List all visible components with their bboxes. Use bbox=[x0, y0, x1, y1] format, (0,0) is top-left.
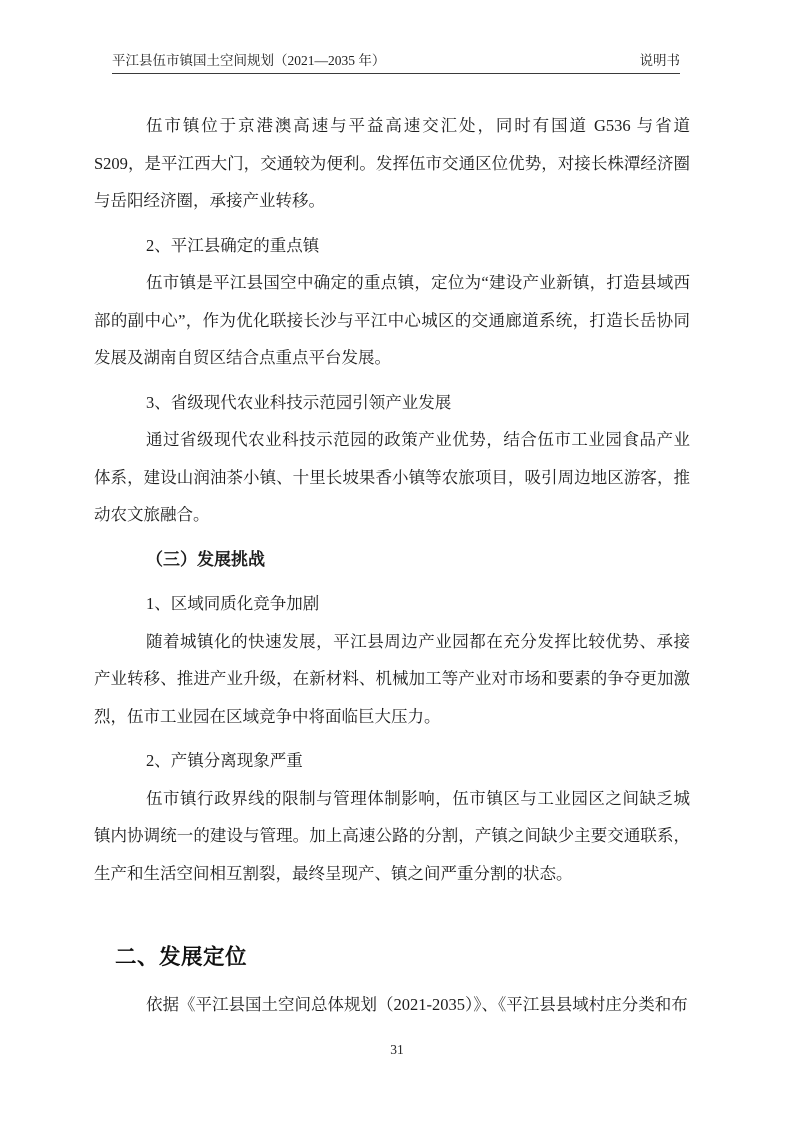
paragraph-separation: 伍市镇行政界线的限制与管理体制影响，伍市镇区与工业园区之间缺乏城镇内协调统一的建设与管理。加上高速公路的分割，产镇之间缺少主要交通联系，生产和生活空间相互割裂，最终呈现产、镇之间严重分割的状态。 bbox=[94, 788, 690, 883]
section-heading-development-challenges: （三）发展挑战 bbox=[146, 549, 265, 569]
paragraph-key-town: 伍市镇是平江县国空中确定的重点镇，定位为“建设产业新镇，打造县域西部的副中心”，作为优化联接长沙与平江中心城区的交通廊道系统，打造长岳协同发展及湖南自贸区结合点重点平台发展。 bbox=[94, 273, 690, 367]
paragraph-basis-truncated: 依据《平江县国土空间总体规划（2021-2035）》、《平江县县域村庄分类和布 bbox=[146, 995, 688, 1014]
document-body bbox=[94, 107, 690, 1024]
numbered-heading-key-town: 2、平江县确定的重点镇 bbox=[146, 235, 320, 255]
paragraph-agri-park: 通过省级现代农业科技示范园的政策产业优势，结合伍市工业园食品产业体系，建设山润油茶小镇、十里长坡果香小镇等农旅项目，吸引周边地区游客，推动农文旅融合。 bbox=[94, 430, 690, 524]
header-plan-title: 平江县伍市镇国土空间规划（2021—2035 年） bbox=[112, 53, 386, 68]
paragraph-location-advantage: 伍市镇位于京港澳高速与平益高速交汇处，同时有国道 G536 与省道 S209，是平江西大门，交通较为便利。发挥伍市交通区位优势，对接长株潭经济圈与岳阳经济圈，承接产业转移。 bbox=[94, 116, 690, 210]
page-number: 31 bbox=[390, 1042, 404, 1057]
chapter-heading-development-positioning: 二、发展定位 bbox=[115, 945, 248, 969]
numbered-heading-agri-park: 3、省级现代农业科技示范园引领产业发展 bbox=[146, 392, 452, 412]
numbered-heading-separation: 2、产镇分离现象严重 bbox=[146, 751, 303, 770]
page-header bbox=[112, 53, 680, 74]
header-doc-type: 说明书 bbox=[639, 53, 680, 68]
numbered-heading-competition: 1、区域同质化竞争加剧 bbox=[146, 594, 320, 613]
paragraph-competition: 随着城镇化的快速发展，平江县周边产业园都在充分发挥比较优势、承接产业转移、推进产业升级，在新材料、机械加工等产业对市场和要素的争夺更加激烈，伍市工业园在区域竞争中将面临巨大压力。 bbox=[94, 631, 690, 726]
